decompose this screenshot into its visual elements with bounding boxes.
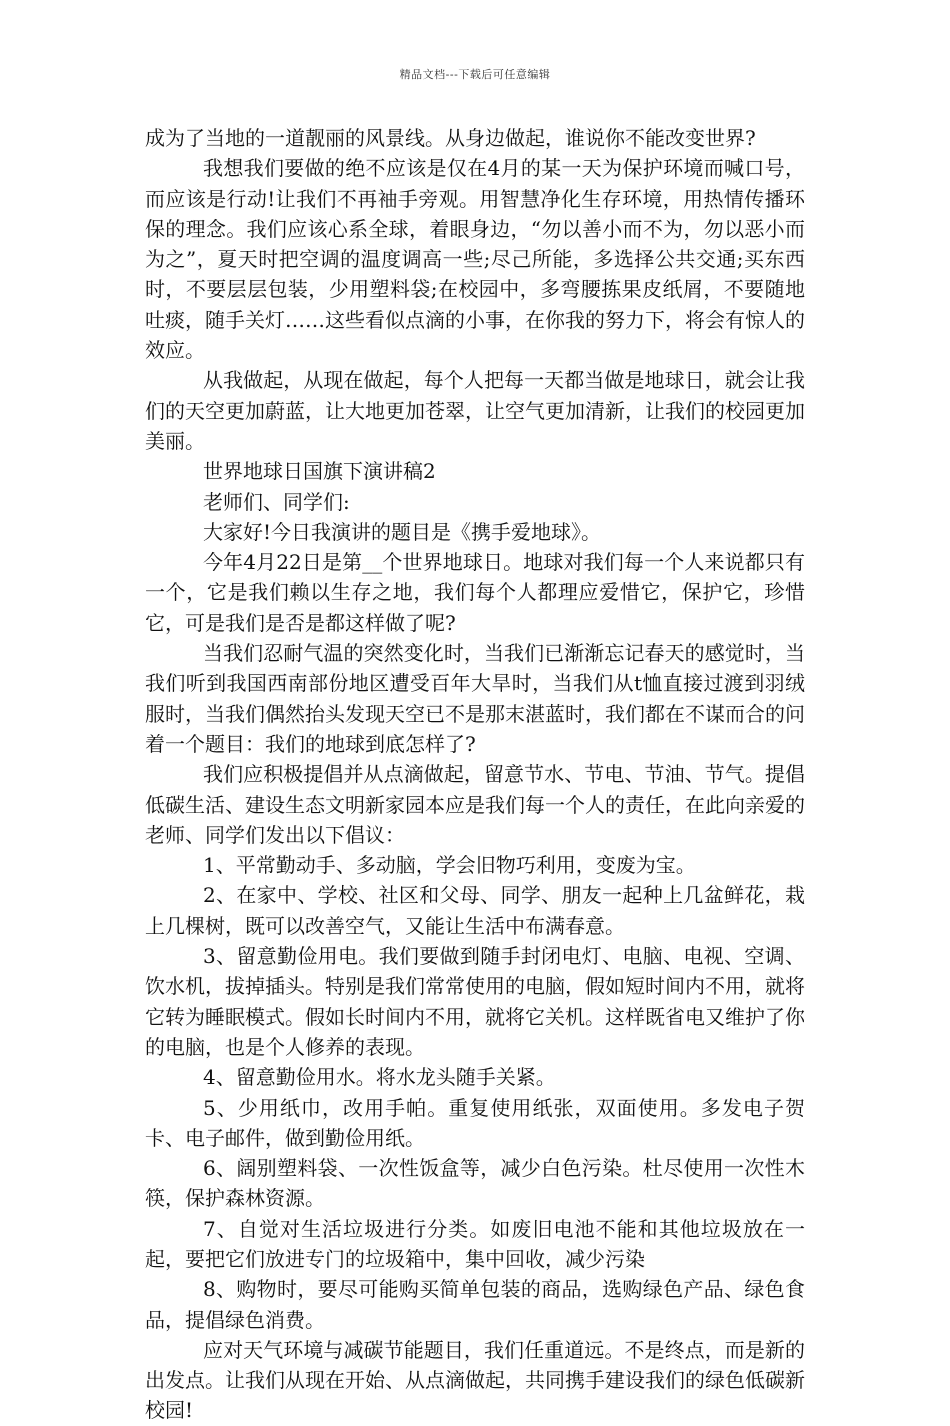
paragraph: 应对天气环境与减碳节能题目，我们任重道远。不是终点，而是新的出发点。让我们从现在开始、从点滴做起，共同携手建设我们的绿色低碳新校园! (145, 1337, 805, 1423)
list-item: 1、平常勤动手、多动脑，学会旧物巧利用，变废为宝。 (203, 853, 696, 878)
paragraph: 大家好!今日我演讲的题目是《携手爱地球》。 (203, 519, 602, 544)
list-item: 2、在家中、学校、社区和父母、同学、朋友一起种上几盆鲜花，栽上几棵树，既可以改善空气，又能让生活中布满春意。 (145, 883, 805, 938)
list-item: 6、阔别塑料袋、一次性饭盒等，减少白色污染。杜尽使用一次性木筷，保护森林资源。 (145, 1156, 805, 1211)
paragraph: 当我们忍耐气温的突然变化时，当我们已渐渐忘记春天的感觉时，当我们听到我国西南部份地区遭受百年大旱时，当我们从t恤直接过渡到羽绒服时，当我们偶然抬头发现天空已不是那末湛蓝时，我们都在不谋而合的问着一个题目：我们的地球到底怎样了? (145, 641, 805, 756)
list-item: 5、少用纸巾，改用手帕。重复使用纸张，双面使用。多发电子贺卡、电子邮件，做到勤俭用纸。 (145, 1095, 805, 1150)
page-header: 精品文档---下载后可任意编辑 (399, 68, 551, 81)
paragraph: 我们应积极提倡并从点滴做起，留意节水、节电、节油、节气。提倡低碳生活、建设生态文明新家园本应是我们每一个人的责任，在此向亲爱的老师、同学们发出以下倡议： (145, 762, 805, 847)
list-item: 4、留意勤俭用水。将水龙头随手关紧。 (203, 1065, 556, 1090)
paragraph: 从我做起，从现在做起，每个人把每一天都当做是地球日，就会让我们的天空更加蔚蓝，让大地更加苍翠，让空气更加清新，让我们的校园更加美丽。 (145, 368, 805, 453)
salutation: 老师们、同学们: (203, 489, 350, 514)
paragraph: 我想我们要做的绝不应该是仅在4月的某一天为保护环境而喊口号，而应该是行动!让我们不再袖手旁观。用智慧净化生存环境，用热情传播环保的理念。我们应该心系全球，着眼身边，“勿以善小而不为，勿以恶小而为之”，夏天时把空调的温度调高一些;尽己所能，多选择公共交通;买东西时，不要层层包装，少用塑料袋;在校园中，多弯腰拣果皮纸屑，不要随地吐痰，随手关灯……这些看似点滴的小事，在你我的努力下，将会有惊人的效应。 (145, 156, 805, 363)
paragraph: 成为了当地的一道靓丽的风景线。从身边做起，谁说你不能改变世界? (145, 126, 756, 150)
list-item: 8、购物时，要尽可能购买简单包装的商品，选购绿色产品、绿色食品，提倡绿色消费。 (145, 1277, 805, 1332)
list-item: 3、留意勤俭用电。我们要做到随手封闭电灯、电脑、电视、空调、饮水机，拔掉插头。特别是我们常常使用的电脑，假如短时间内不用，就将它转为睡眠模式。假如长时间内不用，就将它关机。这样既省电又维护了你的电脑，也是个人修养的表现。 (145, 944, 805, 1059)
document-body (145, 123, 805, 1426)
paragraph: 今年4月22日是第__个世界地球日。地球对我们每一个人来说都只有一个，它是我们赖以生存之地，我们每个人都理应爱惜它，保护它，珍惜它，可是我们是否是都这样做了呢? (145, 550, 805, 635)
section-title: 世界地球日国旗下演讲稿2 (203, 459, 436, 484)
list-item: 7、自觉对生活垃圾进行分类。如废旧电池不能和其他垃圾放在一起，要把它们放进专门的垃圾箱中，集中回收，减少污染 (145, 1216, 805, 1271)
